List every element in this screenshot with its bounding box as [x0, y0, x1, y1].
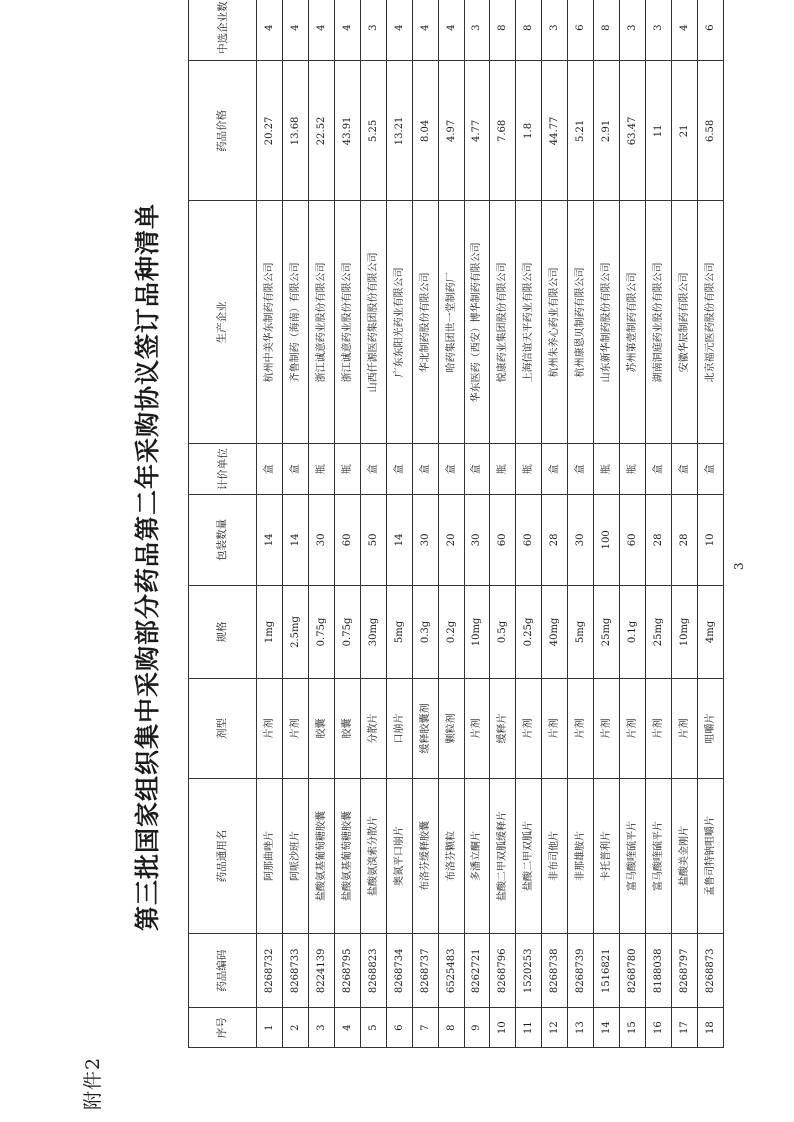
cell-generic-name: 盐酸二甲双胍缓释片 — [490, 778, 516, 934]
cell-pricing-unit: 盒 — [542, 444, 568, 495]
cell-drug-code: 1520253 — [516, 934, 542, 1008]
cell-price: 6.58 — [697, 61, 723, 201]
cell-dosage-form: 胶囊 — [334, 679, 360, 778]
cell-package-quantity: 14 — [257, 495, 283, 586]
cell-generic-name: 奥氮平口崩片 — [386, 778, 412, 934]
cell-package-quantity: 14 — [282, 495, 308, 586]
document-title: 第三批国家组织集中采购部分药品第二年采购协议签订品种清单 — [133, 203, 162, 932]
cell-generic-name: 非那雄胺片 — [568, 778, 594, 934]
header-generic-name: 药品通用名 — [189, 778, 257, 934]
cell-selected-count: 3 — [646, 0, 672, 61]
cell-pricing-unit: 瓶 — [620, 444, 646, 495]
cell-pricing-unit: 瓶 — [334, 444, 360, 495]
cell-manufacturer: 杭州康恩贝制药有限公司 — [568, 201, 594, 444]
cell-manufacturer: 华北制药股份有限公司 — [412, 201, 438, 444]
table-body — [257, 0, 724, 1048]
cell-manufacturer: 浙江诚意药业股份有限公司 — [308, 201, 334, 444]
table-row — [646, 0, 672, 1048]
cell-specification: 30mg — [360, 585, 386, 679]
header-pricing-unit: 计价单位 — [189, 444, 257, 495]
cell-manufacturer: 北京福元医药股份有限公司 — [697, 201, 723, 444]
cell-selected-count: 4 — [282, 0, 308, 61]
cell-selected-count: 4 — [308, 0, 334, 61]
cell-selected-count: 8 — [516, 0, 542, 61]
cell-drug-code: 1516821 — [594, 934, 620, 1008]
header-package-quantity: 包装数量 — [189, 495, 257, 586]
cell-index: 11 — [516, 1008, 542, 1048]
cell-pricing-unit: 盒 — [282, 444, 308, 495]
cell-manufacturer: 杭州朱养心药业有限公司 — [542, 201, 568, 444]
cell-price: 13.21 — [386, 61, 412, 201]
cell-generic-name: 盐酸氨溴索分散片 — [360, 778, 386, 934]
cell-price: 2.91 — [594, 61, 620, 201]
cell-dosage-form: 片剂 — [282, 679, 308, 778]
cell-dosage-form: 片剂 — [464, 679, 490, 778]
cell-dosage-form: 片剂 — [594, 679, 620, 778]
header-drug-code: 药品编码 — [189, 934, 257, 1008]
cell-dosage-form: 片剂 — [568, 679, 594, 778]
cell-selected-count: 4 — [386, 0, 412, 61]
cell-selected-count: 3 — [542, 0, 568, 61]
cell-drug-code: 8268873 — [697, 934, 723, 1008]
cell-price: 4.97 — [438, 61, 464, 201]
cell-pricing-unit: 盒 — [257, 444, 283, 495]
cell-dosage-form: 分散片 — [360, 679, 386, 778]
cell-drug-code: 8268795 — [334, 934, 360, 1008]
header-manufacturer: 生产企业 — [189, 201, 257, 444]
cell-pricing-unit: 盒 — [412, 444, 438, 495]
cell-pricing-unit: 盒 — [646, 444, 672, 495]
cell-manufacturer: 浙江诚意药业股份有限公司 — [334, 201, 360, 444]
cell-manufacturer: 湖南洞庭药业股份有限公司 — [646, 201, 672, 444]
cell-manufacturer: 苏州第壹制药有限公司 — [620, 201, 646, 444]
cell-drug-code: 8268733 — [282, 934, 308, 1008]
cell-selected-count: 8 — [490, 0, 516, 61]
cell-pricing-unit: 盒 — [464, 444, 490, 495]
cell-selected-count: 8 — [594, 0, 620, 61]
cell-selected-count: 6 — [568, 0, 594, 61]
cell-dosage-form: 片剂 — [620, 679, 646, 778]
cell-manufacturer: 山东新华制药股份有限公司 — [594, 201, 620, 444]
cell-pricing-unit: 盒 — [386, 444, 412, 495]
cell-price: 1.8 — [516, 61, 542, 201]
cell-manufacturer: 广东东阳光药业有限公司 — [386, 201, 412, 444]
cell-selected-count: 4 — [412, 0, 438, 61]
table-row — [438, 0, 464, 1048]
cell-dosage-form: 片剂 — [257, 679, 283, 778]
cell-price: 11 — [646, 61, 672, 201]
cell-package-quantity: 30 — [308, 495, 334, 586]
cell-generic-name: 卡托普利片 — [594, 778, 620, 934]
cell-generic-name: 富马酸喹硫平片 — [646, 778, 672, 934]
cell-specification: 0.75g — [308, 585, 334, 679]
cell-package-quantity: 28 — [672, 495, 698, 586]
cell-index: 13 — [568, 1008, 594, 1048]
cell-price: 5.25 — [360, 61, 386, 201]
cell-manufacturer: 山西仟源医药集团股份有限公司 — [360, 201, 386, 444]
cell-dosage-form: 胶囊 — [308, 679, 334, 778]
cell-index: 9 — [464, 1008, 490, 1048]
cell-specification: 5mg — [386, 585, 412, 679]
cell-index: 7 — [412, 1008, 438, 1048]
cell-price: 20.27 — [257, 61, 283, 201]
cell-price: 4.77 — [464, 61, 490, 201]
cell-index: 15 — [620, 1008, 646, 1048]
cell-selected-count: 4 — [257, 0, 283, 61]
header-dosage-form: 剂型 — [189, 679, 257, 778]
cell-drug-code: 8268737 — [412, 934, 438, 1008]
cell-index: 5 — [360, 1008, 386, 1048]
cell-drug-code: 8224139 — [308, 934, 334, 1008]
cell-price: 7.68 — [490, 61, 516, 201]
cell-dosage-form: 口崩片 — [386, 679, 412, 778]
cell-price: 22.52 — [308, 61, 334, 201]
cell-price: 8.04 — [412, 61, 438, 201]
cell-specification: 10mg — [672, 585, 698, 679]
cell-generic-name: 盐酸美金刚片 — [672, 778, 698, 934]
cell-index: 10 — [490, 1008, 516, 1048]
cell-drug-code: 8268739 — [568, 934, 594, 1008]
cell-drug-code: 8268797 — [672, 934, 698, 1008]
cell-generic-name: 阿哌沙班片 — [282, 778, 308, 934]
cell-price: 43.91 — [334, 61, 360, 201]
cell-specification: 0.5g — [490, 585, 516, 679]
cell-specification: 0.25g — [516, 585, 542, 679]
cell-pricing-unit: 瓶 — [516, 444, 542, 495]
cell-specification: 5mg — [568, 585, 594, 679]
cell-specification: 2.5mg — [282, 585, 308, 679]
cell-specification: 4mg — [697, 585, 723, 679]
attachment-label: 附件2 — [82, 1056, 104, 1110]
cell-dosage-form: 片剂 — [542, 679, 568, 778]
table-row — [594, 0, 620, 1048]
cell-pricing-unit: 瓶 — [490, 444, 516, 495]
cell-generic-name: 布洛芬缓释胶囊 — [412, 778, 438, 934]
cell-package-quantity: 60 — [516, 495, 542, 586]
cell-generic-name: 盐酸氨基葡萄糖胶囊 — [308, 778, 334, 934]
cell-selected-count: 3 — [360, 0, 386, 61]
cell-manufacturer: 上海信谊天平药业有限公司 — [516, 201, 542, 444]
cell-generic-name: 富马酸喹硫平片 — [620, 778, 646, 934]
table-row — [360, 0, 386, 1048]
cell-index: 14 — [594, 1008, 620, 1048]
cell-drug-code: 8268780 — [620, 934, 646, 1008]
cell-package-quantity: 60 — [620, 495, 646, 586]
cell-drug-code: 8268734 — [386, 934, 412, 1008]
table-row — [568, 0, 594, 1048]
cell-package-quantity: 60 — [334, 495, 360, 586]
cell-manufacturer: 华东医药（西安）博华制药有限公司 — [464, 201, 490, 444]
cell-pricing-unit: 瓶 — [594, 444, 620, 495]
cell-specification: 0.3g — [412, 585, 438, 679]
cell-selected-count: 3 — [620, 0, 646, 61]
cell-package-quantity: 10 — [697, 495, 723, 586]
cell-price: 63.47 — [620, 61, 646, 201]
cell-drug-code: 6525483 — [438, 934, 464, 1008]
cell-manufacturer: 杭州中美华东制药有限公司 — [257, 201, 283, 444]
cell-specification: 25mg — [594, 585, 620, 679]
cell-index: 18 — [697, 1008, 723, 1048]
cell-index: 3 — [308, 1008, 334, 1048]
cell-pricing-unit: 盒 — [697, 444, 723, 495]
cell-pricing-unit: 盒 — [568, 444, 594, 495]
table-row — [516, 0, 542, 1048]
cell-index: 6 — [386, 1008, 412, 1048]
cell-generic-name: 布洛芬颗粒 — [438, 778, 464, 934]
cell-specification: 0.75g — [334, 585, 360, 679]
cell-selected-count: 4 — [672, 0, 698, 61]
cell-generic-name: 阿那曲唑片 — [257, 778, 283, 934]
table-row — [282, 0, 308, 1048]
cell-index: 4 — [334, 1008, 360, 1048]
table-row — [386, 0, 412, 1048]
cell-index: 8 — [438, 1008, 464, 1048]
cell-drug-code: 8268738 — [542, 934, 568, 1008]
header-specification: 规格 — [189, 585, 257, 679]
header-index: 序号 — [189, 1008, 257, 1048]
cell-selected-count: 4 — [438, 0, 464, 61]
cell-generic-name: 盐酸氨基葡萄糖胶囊 — [334, 778, 360, 934]
cell-package-quantity: 30 — [568, 495, 594, 586]
table-row — [542, 0, 568, 1048]
cell-package-quantity: 28 — [646, 495, 672, 586]
cell-generic-name: 盐酸二甲双胍片 — [516, 778, 542, 934]
cell-index: 2 — [282, 1008, 308, 1048]
cell-index: 1 — [257, 1008, 283, 1048]
table-row — [308, 0, 334, 1048]
cell-package-quantity: 30 — [412, 495, 438, 586]
cell-dosage-form: 片剂 — [672, 679, 698, 778]
cell-drug-code: 8188038 — [646, 934, 672, 1008]
cell-manufacturer: 哈药集团世一堂制药厂 — [438, 201, 464, 444]
cell-dosage-form: 片剂 — [516, 679, 542, 778]
cell-price: 21 — [672, 61, 698, 201]
cell-selected-count: 3 — [464, 0, 490, 61]
cell-generic-name: 非布司他片 — [542, 778, 568, 934]
cell-selected-count: 6 — [697, 0, 723, 61]
table-row — [490, 0, 516, 1048]
table-row — [464, 0, 490, 1048]
cell-dosage-form: 片剂 — [646, 679, 672, 778]
cell-specification: 25mg — [646, 585, 672, 679]
cell-dosage-form: 缓释胶囊剂 — [412, 679, 438, 778]
cell-selected-count: 4 — [334, 0, 360, 61]
cell-index: 16 — [646, 1008, 672, 1048]
cell-dosage-form: 缓释片 — [490, 679, 516, 778]
cell-index: 12 — [542, 1008, 568, 1048]
cell-pricing-unit: 瓶 — [308, 444, 334, 495]
table-row — [620, 0, 646, 1048]
table-row — [257, 0, 283, 1048]
cell-price: 5.21 — [568, 61, 594, 201]
table-row — [697, 0, 723, 1048]
cell-package-quantity: 30 — [464, 495, 490, 586]
table-row — [412, 0, 438, 1048]
cell-specification: 0.1g — [620, 585, 646, 679]
header-price: 药品价格 — [189, 61, 257, 201]
cell-dosage-form: 咀嚼片 — [697, 679, 723, 778]
cell-manufacturer: 齐鲁制药（海南）有限公司 — [282, 201, 308, 444]
cell-price: 13.68 — [282, 61, 308, 201]
cell-price: 44.77 — [542, 61, 568, 201]
cell-pricing-unit: 盒 — [672, 444, 698, 495]
cell-pricing-unit: 盒 — [438, 444, 464, 495]
cell-package-quantity: 100 — [594, 495, 620, 586]
cell-package-quantity: 28 — [542, 495, 568, 586]
cell-specification: 40mg — [542, 585, 568, 679]
cell-specification: 0.2g — [438, 585, 464, 679]
cell-drug-code: 8268732 — [257, 934, 283, 1008]
cell-package-quantity: 14 — [386, 495, 412, 586]
cell-pricing-unit: 盒 — [360, 444, 386, 495]
cell-package-quantity: 20 — [438, 495, 464, 586]
cell-manufacturer: 悦康药业集团股份有限公司 — [490, 201, 516, 444]
page-number: 3 — [732, 562, 746, 570]
cell-generic-name: 孟鲁司特钠咀嚼片 — [697, 778, 723, 934]
table-row — [334, 0, 360, 1048]
cell-dosage-form: 颗粒剂 — [438, 679, 464, 778]
table-header-row — [189, 0, 257, 1048]
cell-drug-code: 8262721 — [464, 934, 490, 1008]
cell-package-quantity: 60 — [490, 495, 516, 586]
cell-generic-name: 多潘立酮片 — [464, 778, 490, 934]
cell-specification: 10mg — [464, 585, 490, 679]
header-selected-count: 中选企业数 — [189, 0, 257, 61]
cell-specification: 1mg — [257, 585, 283, 679]
cell-drug-code: 8268796 — [490, 934, 516, 1008]
table-row — [672, 0, 698, 1048]
procurement-table — [188, 0, 724, 1048]
cell-index: 17 — [672, 1008, 698, 1048]
cell-manufacturer: 安徽华辰制药有限公司 — [672, 201, 698, 444]
cell-drug-code: 8268823 — [360, 934, 386, 1008]
cell-package-quantity: 50 — [360, 495, 386, 586]
